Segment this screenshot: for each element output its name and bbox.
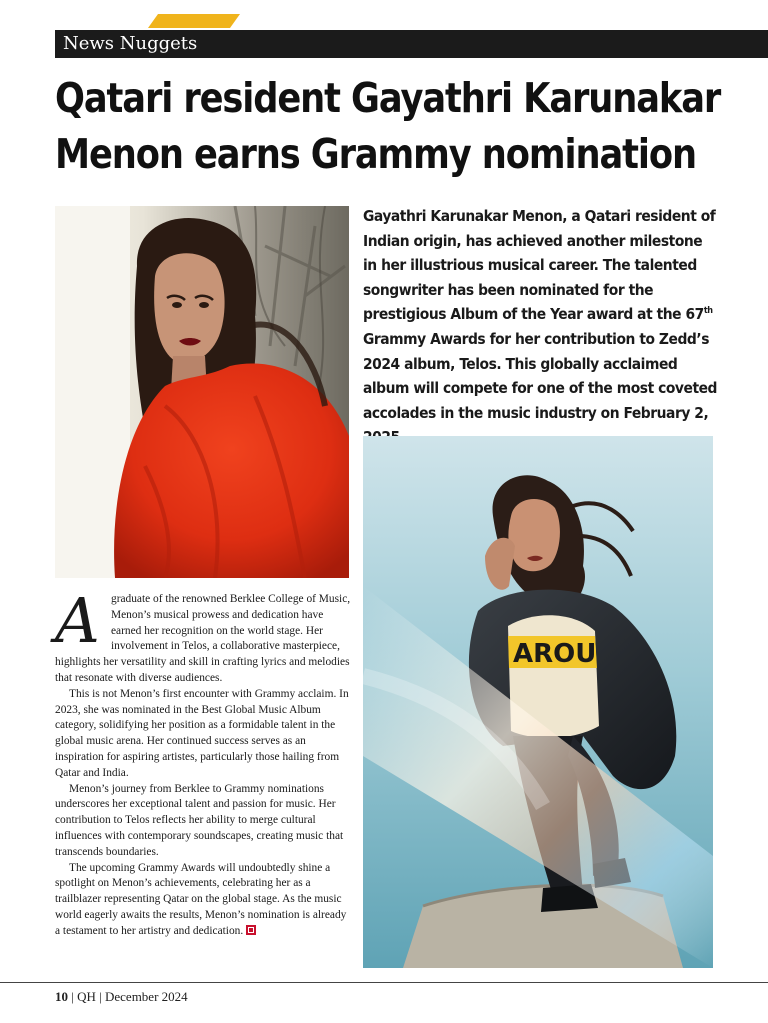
section-label: News Nuggets [55,30,241,58]
headline [55,70,752,182]
end-of-article-icon [246,925,256,935]
lead-text-1: Gayathri Karunakar Menon, a Qatari resident of Indian origin, has achieved another milestone in her illustrious musical career. The talented songwriter has been nominated for the prestigious Album of the Year award at the 67 [363,207,716,324]
photo-woman-crouching [363,436,713,968]
section-header-bar [55,30,768,58]
lead-text-2: Grammy Awards for her contribution to Zedd’s 2024 album, Telos. This globally acclaimed album will compete for one of the most coveted accolades in the music industry on February 2, [363,329,718,422]
section-accent-stripe [148,14,240,28]
page-footer [55,989,188,1005]
headline-line-2: Menon earns Grammy nomination [55,130,696,178]
body-paragraph-4-text: The upcoming Grammy Awards will undoubtedly shine a spotlight on Menon’s achievements, celebrating her as a trailblazer representing Qatar on the global stage. As the music world eagerly awaits the results, Menon’s nomination is already a testament to her artistry and dedication. [55,861,347,937]
headline-line-1: Qatari resident Gayathri Karunakar [55,74,721,122]
page-number: 10 [55,989,68,1004]
footer-separator-2: | [95,989,105,1004]
drop-cap: A [55,584,100,657]
footer-rule [0,982,768,983]
body-column [55,584,351,940]
footer-separator-1: | [68,989,78,1004]
body-paragraph-3: Menon’s journey from Berklee to Grammy nominations underscores her exceptional talent and passion for music. Her contribution to Telos reflects her ability to merge cultural influences with contemporary soundscapes, creating music that transcends boundaries. [55,782,344,858]
lead-paragraph [363,204,719,450]
lead-ordinal-suffix: th [703,306,713,317]
shirt-print-text: AROU [513,639,597,669]
photo-woman-red-cloak [55,206,349,578]
body-paragraph-4 [55,861,351,940]
issue-date: December 2024 [105,989,188,1004]
body-paragraph-1: graduate of the renowned Berklee College of Music, Menon’s musical prowess and dedication have earned her recognition on the world stage. Her involvement in Telos, a collaborative masterpiece, highlights her versatility and skill in crafting lyrics and melodies that resonate with diverse audiences. [55,593,351,684]
body-paragraph-2: This is not Menon’s first encounter with Grammy acclaim. In 2023, she was nominated in the Best Global Music Album category, solidifying her position as a formidable talent in the global music arena. Her continued success serves as an inspiration for aspiring artistes, particularly those hailing from Qatar and India. [55,687,349,779]
publication-name: QH [77,989,96,1004]
